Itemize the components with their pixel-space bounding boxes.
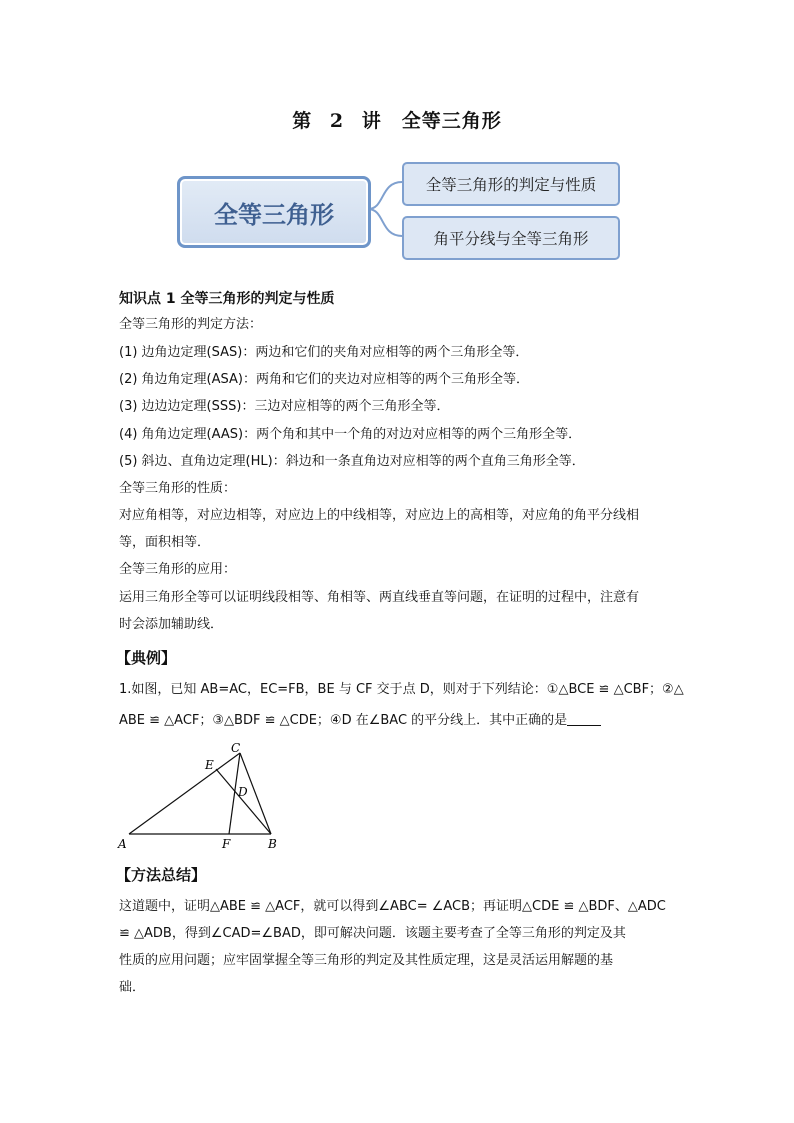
mind-map-connectors	[0, 0, 794, 280]
method-asa: (2) 角边角定理(ASA)：两角和它们的夹边对应相等的两个三角形全等．	[119, 372, 529, 387]
properties-line-2: 等，面积相等．	[119, 535, 211, 550]
mind-map-branch-2: 角平分线与全等三角形	[402, 216, 620, 260]
mind-map	[0, 0, 794, 280]
method-aas: (4) 角角边定理(AAS)：两个角和其中一个角的对边对应相等的两个三角形全等．	[119, 427, 582, 442]
example-line-2	[119, 711, 689, 730]
example-line-2-text: ABE ≌ △ACF；③△BDF ≌ △CDE；④D 在∠BAC 的平分线上．其中正确的是	[119, 713, 568, 728]
summary-line-4: 础．	[119, 980, 146, 995]
connector-bottom	[368, 209, 402, 236]
properties-line-1: 对应角相等，对应边相等，对应边上的中线相等，对应边上的高相等，对应角的角平分线相	[119, 508, 640, 523]
answer-blank	[567, 711, 601, 726]
summary-line-2: ≌ △ADB，得到∠CAD=∠BAD，即可解决问题．该题主要考查了全等三角形的判定及其	[119, 926, 626, 941]
mind-map-branch-1: 全等三角形的判定与性质	[402, 162, 620, 206]
section-heading: 知识点 1 全等三角形的判定与性质	[119, 291, 335, 307]
label-c: C	[231, 741, 241, 755]
method-hl: (5) 斜边、直角边定理(HL)：斜边和一条直角边对应相等的两个直角三角形全等．	[119, 454, 585, 469]
summary-line-3: 性质的应用问题；应牢固掌握全等三角形的判定及其性质定理，这是灵活运用解题的基	[119, 953, 614, 968]
page-title: 第 2 讲 全等三角形	[292, 110, 502, 132]
mind-map-root: 全等三角形	[177, 176, 371, 248]
summary-tag: 【方法总结】	[116, 866, 207, 884]
method-sss: (3) 边边边定理(SSS)：三边对应相等的两个三角形全等．	[119, 399, 450, 414]
methods-title: 全等三角形的判定方法：	[119, 317, 263, 332]
label-d: D	[238, 785, 248, 799]
summary-line-1: 这道题中，证明△ABE ≌ △ACF，就可以得到∠ABC= ∠ACB；再证明△CDE ≌ △BDF、△ADC	[119, 899, 666, 914]
application-line-2: 时会添加辅助线．	[119, 617, 224, 632]
connector-top	[368, 182, 402, 209]
segment-be	[216, 769, 271, 834]
method-sas: (1) 边角边定理(SAS)：两边和它们的夹角对应相等的两个三角形全等．	[119, 345, 529, 360]
application-line-1: 运用三角形全等可以证明线段相等、角相等、两直线垂直等问题，在证明的过程中，注意有	[119, 590, 640, 605]
label-a: A	[118, 837, 127, 851]
label-b: B	[268, 837, 277, 851]
application-title: 全等三角形的应用：	[119, 562, 237, 577]
label-f: F	[222, 837, 231, 851]
properties-title: 全等三角形的性质：	[119, 481, 237, 496]
example-tag: 【典例】	[116, 649, 177, 667]
triangle-figure	[115, 738, 290, 853]
summary-paragraph	[119, 893, 694, 1001]
segment-ac	[129, 753, 240, 834]
example-line-1: 1.如图，已知 AB=AC，EC=FB，BE 与 CF 交于点 D，则对于下列结论：①△BCE ≌ △CBF；②△	[119, 682, 684, 697]
label-e: E	[205, 758, 214, 772]
